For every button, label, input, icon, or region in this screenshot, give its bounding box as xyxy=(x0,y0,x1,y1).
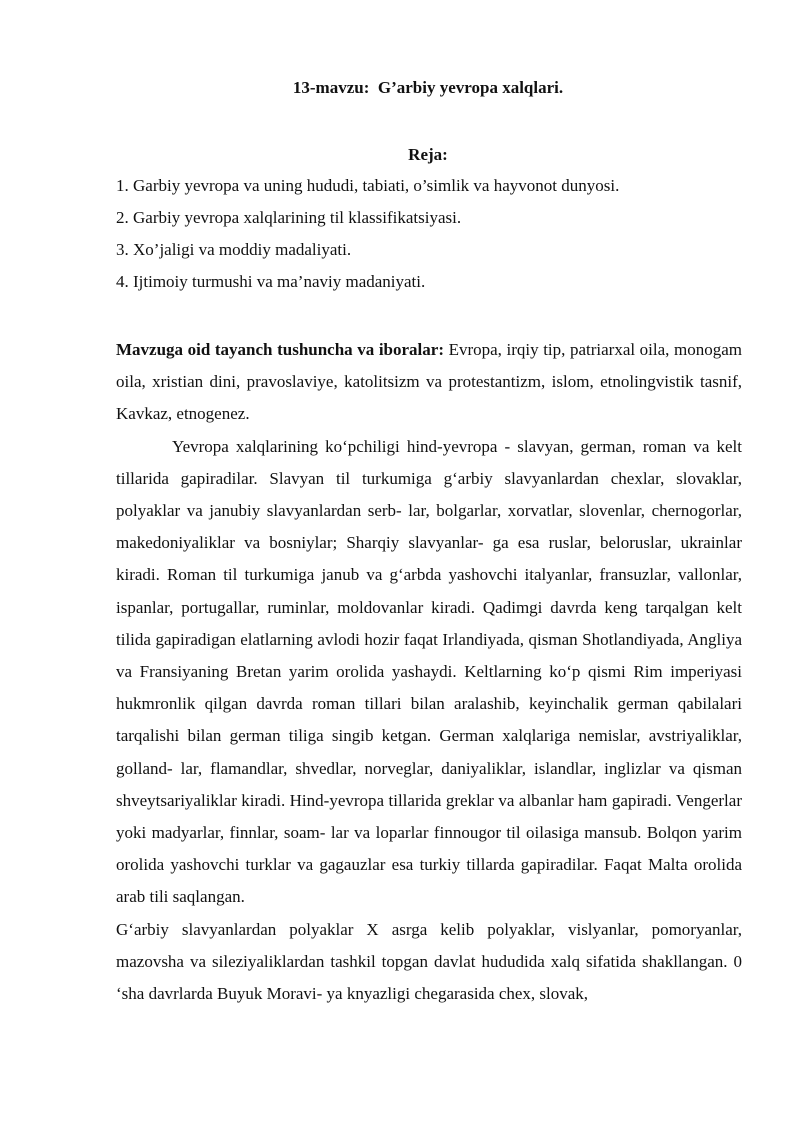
body-paragraph: G‘arbiy slavyanlardan polyaklar X asrga kelib polyaklar, vislyanlar, pomoryanlar, mazovsha va sileziyaliklardan tashkil topgan davlat hududida xalq sifatida shakllangan. 0 ‘sha davrlarda Buyuk Moravi- ya knyazligi chegarasida chex, slovak, xyxy=(116,919,742,1004)
keywords-label: Mavzuga oid tayanch tushuncha va iboralar: xyxy=(116,340,444,359)
plan-item: 1. Garbiy yevropa va uning hududi, tabiati, o’simlik va hayvonot dunyosi. xyxy=(116,176,620,195)
plan-heading: Reja: xyxy=(408,145,448,164)
plan-list xyxy=(116,173,756,301)
plan-item: 2. Garbiy yevropa xalqlarining til klassifikatsiyasi. xyxy=(116,208,462,227)
keywords-text: Evropa, irqiy tip, patriarxal oila, monogam oila, xristian dini, pravoslaviye, katolitsizm va protestantizm, islom, etnolingvistik tasnif, Kavkaz, etnogenez. xyxy=(116,340,742,424)
document-body xyxy=(116,334,742,1010)
plan-item: 4. Ijtimoiy turmushi va ma’naviy madaniyati. xyxy=(116,272,426,291)
keywords-paragraph xyxy=(116,334,742,431)
body-paragraph: Yevropa xalqlarining ko‘pchiligi hind-yevropa - slavyan, german, roman va kelt tillarida gapiradilar. Slavyan til turkumiga g‘arbiy slavyanlardan chexlar, slovaklar, polyaklar va janubiy slavyanlardan serb- lar, bolgarlar, xorvatlar, slovenlar, chernogorlar, makedoniyaliklar va bosniylar; Sharqiy slavyanlar- ga esa ruslar, beloruslar, ukrainlar kiradi. Roman til turkumiga janub va g‘arbda yashovchi italyanlar, fransuzlar, vallonlar, ispanlar, portugallar, ruminlar, moldovanlar kiradi. Qadimgi davrda keng tarqalgan kelt tilida gapiradigan elatlarning avlodi hozir faqat Irlandiyada, qisman Shotlandiyada, Angliya va Fransiyaning Bretan yarim orolida yashaydi. Keltlarning ko‘p qismi Rim imperiyasi hukmronlik qilgan davrda roman tillari bilan aralashib, keyinchalik german qabilalari tarqalishi bilan german tiliga singib ketgan. German xalqlariga nemislar, avstriyaliklar, golland- lar, flamandlar, shvedlar, norveglar, daniyaliklar, islandlar, inglizlar va qisman shveytsariyaliklar kiradi. Hind-yevropa tillarida greklar va albanlar ham gapiradi. Vengerlar yoki madyarlar, finnlar, soam- lar va loparlar finnougor til oilasiga mansub. Bolqon yarim orolida yashovchi turklar va gagauzlar esa turkiy tillarda gapiradilar. Faqat Malta orolida arab tili saqlangan. xyxy=(116,436,742,907)
document-title: 13-mavzu: G’arbiy yevropa xalqlari. xyxy=(292,78,564,97)
plan-item: 3. Xo’jaligi va moddiy madaliyati. xyxy=(116,240,352,259)
